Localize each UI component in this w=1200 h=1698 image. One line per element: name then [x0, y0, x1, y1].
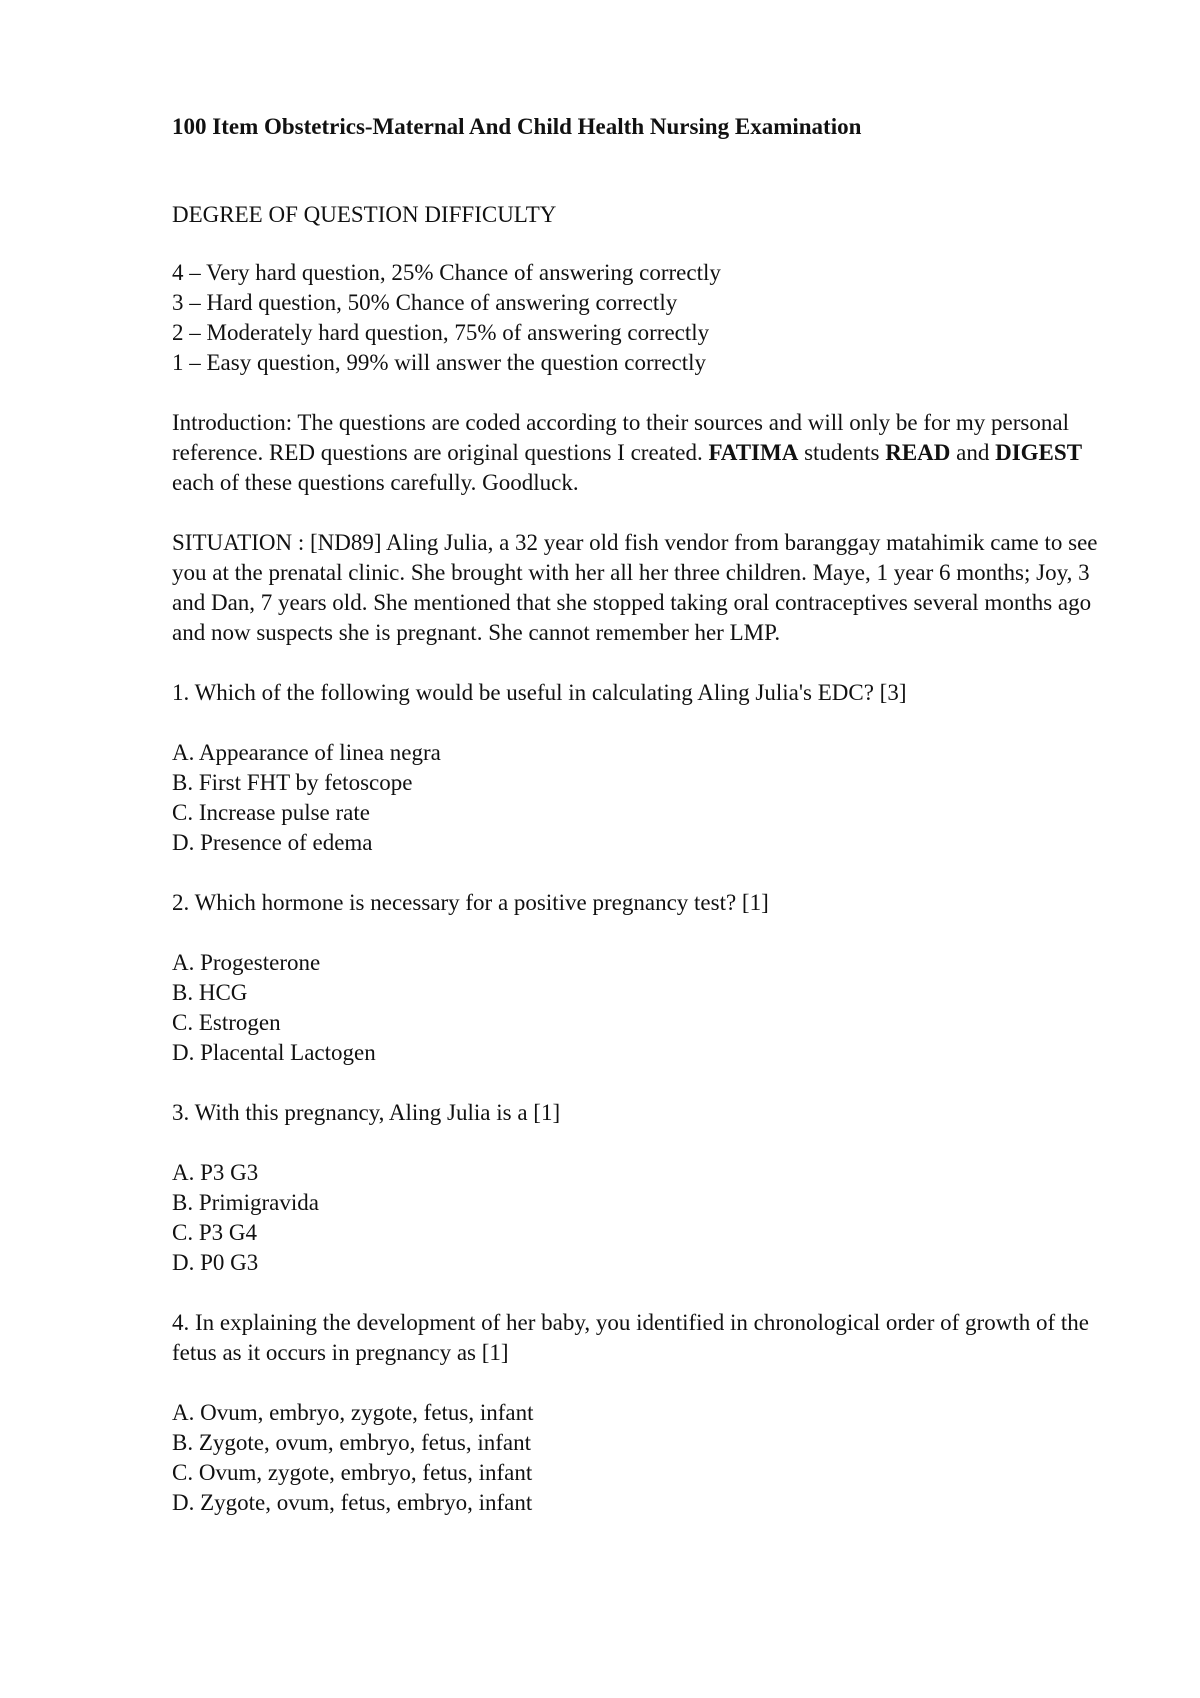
intro-text: each of these questions carefully. Goodluck.: [172, 470, 579, 495]
difficulty-level: 3 – Hard question, 50% Chance of answering correctly: [172, 290, 678, 315]
answer-option: D. Placental Lactogen: [172, 1040, 376, 1065]
difficulty-level: 4 – Very hard question, 25% Chance of answering correctly: [172, 260, 721, 285]
answer-option: B. HCG: [172, 980, 248, 1005]
answer-option: B. Primigravida: [172, 1190, 319, 1215]
answer-options: [172, 738, 1122, 858]
question-text: 2. Which hormone is necessary for a positive pregnancy test? [1]: [172, 890, 769, 915]
answer-option: C. Increase pulse rate: [172, 800, 370, 825]
difficulty-heading: DEGREE OF QUESTION DIFFICULTY: [172, 202, 557, 227]
answer-option: D. Zygote, ovum, fetus, embryo, infant: [172, 1490, 533, 1515]
intro-text: and: [950, 440, 996, 465]
question-text: 3. With this pregnancy, Aling Julia is a [1]: [172, 1100, 561, 1125]
difficulty-level: 2 – Moderately hard question, 75% of answering correctly: [172, 320, 710, 345]
answer-option: D. Presence of edema: [172, 830, 373, 855]
introduction-paragraph: [172, 408, 1122, 498]
answer-option: A. P3 G3: [172, 1160, 259, 1185]
answer-option: C. Estrogen: [172, 1010, 281, 1035]
answer-option: D. P0 G3: [172, 1250, 259, 1275]
intro-bold-read: READ: [885, 440, 951, 465]
intro-text: Introduction: The questions are coded according to their sources and will only be for my personal reference. RED questions are original questions I created.: [172, 410, 1069, 465]
question-2: [172, 888, 1122, 1068]
answer-options: [172, 948, 1122, 1068]
intro-bold-digest: DIGEST: [995, 440, 1083, 465]
answer-option: A. Progesterone: [172, 950, 321, 975]
answer-option: A. Ovum, embryo, zygote, fetus, infant: [172, 1400, 534, 1425]
question-4: [172, 1308, 1122, 1518]
document-page: [172, 112, 1122, 1548]
answer-options: [172, 1398, 1122, 1518]
question-text: 4. In explaining the development of her baby, you identified in chronological order of growth of the fetus as it occurs in pregnancy as [1]: [172, 1310, 1089, 1365]
answer-option: A. Appearance of linea negra: [172, 740, 441, 765]
intro-bold-fatima: FATIMA: [708, 440, 799, 465]
document-title: 100 Item Obstetrics-Maternal And Child Health Nursing Examination: [172, 114, 862, 139]
answer-options: [172, 1158, 1122, 1278]
answer-option: C. Ovum, zygote, embryo, fetus, infant: [172, 1460, 533, 1485]
question-1: [172, 678, 1122, 858]
intro-text: students: [798, 440, 886, 465]
answer-option: C. P3 G4: [172, 1220, 257, 1245]
question-text: 1. Which of the following would be useful in calculating Aling Julia's EDC? [3]: [172, 680, 907, 705]
answer-option: B. First FHT by fetoscope: [172, 770, 413, 795]
answer-option: B. Zygote, ovum, embryo, fetus, infant: [172, 1430, 531, 1455]
situation-paragraph: SITUATION : [ND89] Aling Julia, a 32 year old fish vendor from baranggay matahimik came to see you at the prenatal clinic. She brought with her all her three children. Maye, 1 year 6 months; Joy, 3 and Dan, 7 years old. She mentioned that she stopped taking oral contraceptives several months ago and now suspects she is pregnant. She cannot remember her LMP.: [172, 530, 1098, 645]
difficulty-level: 1 – Easy question, 99% will answer the question correctly: [172, 350, 706, 375]
difficulty-levels: [172, 258, 1122, 378]
question-3: [172, 1098, 1122, 1278]
